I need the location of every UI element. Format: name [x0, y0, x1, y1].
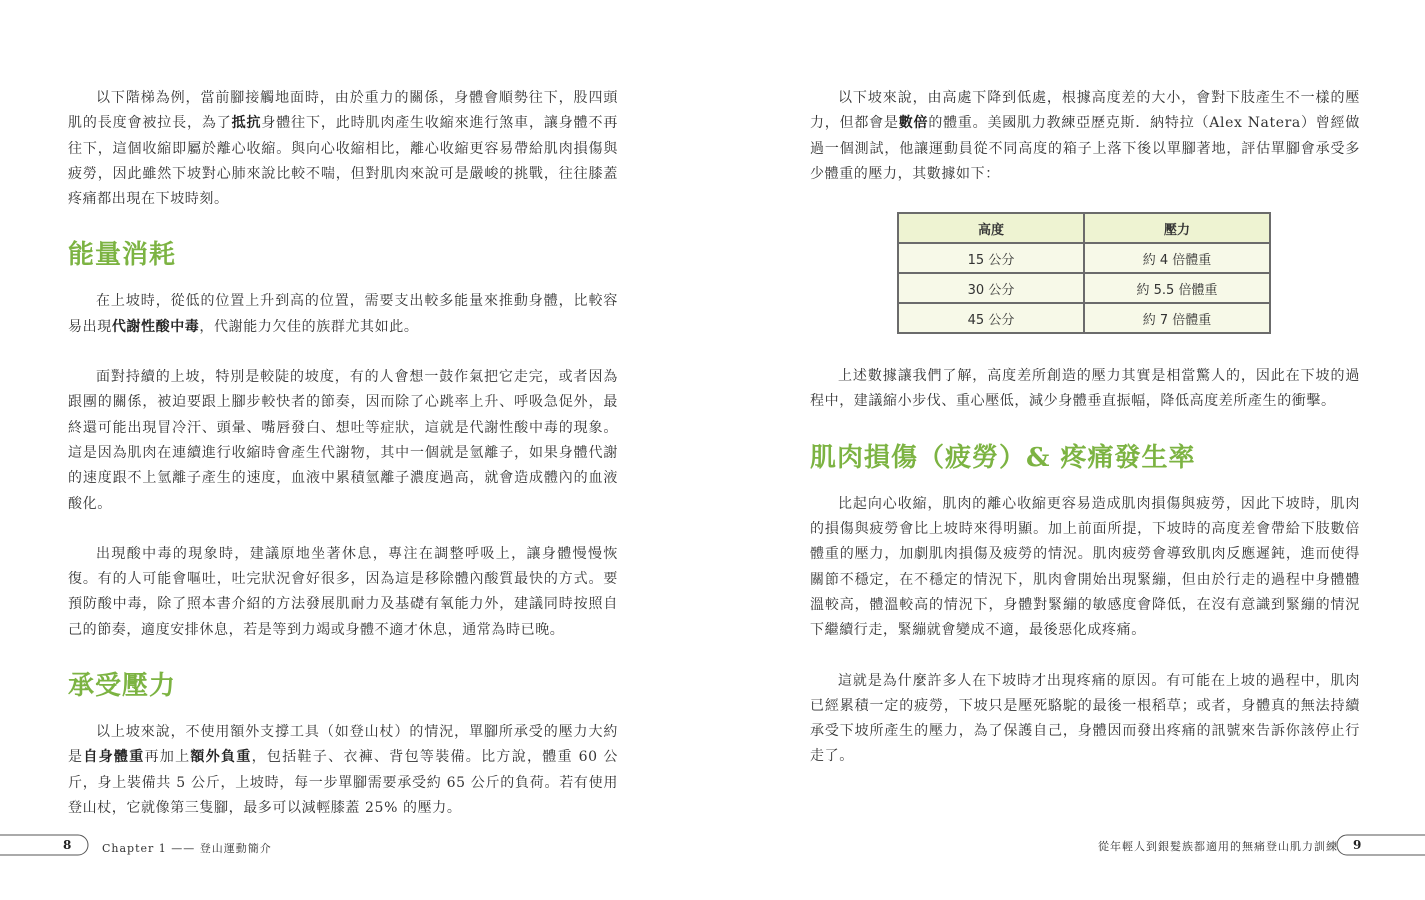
table-cell: 30 公分 — [898, 273, 1084, 303]
bold-term: 抵抗 — [231, 115, 262, 132]
left-page-number-tab — [0, 834, 100, 858]
left-page-number: 8 — [63, 838, 72, 852]
text-run: ，包括鞋子、衣褲、背包等裝備。比方說，體重 60 公斤，身上裝備共 5 公斤，上坡時，每一步單腳需要承受約 65 公斤的負荷。若有使用登山杖，它就像第三隻腳，最多可以減輕膝蓋 25% 的壓力。 — [68, 749, 618, 816]
paragraph — [810, 364, 1360, 415]
text-run: 面對持續的上坡，特別是較陡的坡度，有的人會想一鼓作氣把它走完，或者因為跟團的關係，被迫要跟上腳步較快者的節奏，因而除了心跳率上升、呼吸急促外，最終還可能出現冒冷汗、頭暈、嘴唇發白、想吐等症狀，這就是代謝性酸中毒的現象。這是因為肌肉在連續進行收縮時會產生代謝物，其中一個就是氫離子，如果身體代謝的速度跟不上氫離子產生的速度，血液中累積氫離子濃度過高，就會造成體內的血液酸化。 — [68, 369, 618, 512]
right-intro-paragraphs — [810, 86, 1360, 187]
energy-paragraphs — [68, 289, 618, 643]
text-run: 再加上 — [144, 749, 191, 766]
right-column — [810, 86, 1360, 795]
paragraph — [68, 542, 618, 643]
paragraph — [68, 365, 618, 517]
left-intro-paragraphs — [68, 86, 618, 212]
right-page-number: 9 — [1353, 838, 1362, 852]
text-run: 以下坡來說，由高處下降到低處，根據高度差的大小，會對下肢產生不一樣的壓力，但都會是 — [810, 90, 1360, 132]
paragraph — [68, 86, 618, 212]
muscle-damage-paragraphs — [810, 492, 1360, 770]
heading-energy: 能量消耗 — [68, 240, 177, 271]
right-page-number-tab — [1325, 834, 1425, 858]
heading-pressure: 承受壓力 — [68, 671, 177, 702]
text-run: 比起向心收縮，肌肉的離心收縮更容易造成肌肉損傷與疲勞，因此下坡時，肌肉的損傷與疲勞會比上坡時來得明顯。加上前面所提，下坡時的高度差會帶給下肢數倍體重的壓力，加劇肌肉損傷及疲勞的情況。肌肉疲勞會導致肌肉反應遲鈍，進而使得關節不穩定，在不穩定的情況下，肌肉會開始出現緊繃，但由於行走的過程中身體體溫較高，體溫較高的情況下，身體對緊繃的敏感度會降低，在沒有意識到緊繃的情況下繼續行走，緊繃就會變成不適，最後惡化成疼痛。 — [810, 495, 1360, 639]
text-run: 身體往下，此時肌肉產生收縮來進行煞車，讓身體不再往下，這個收縮即屬於離心收縮。與向心收縮相比，離心收縮更容易帶給肌肉損傷與疲勞，因此雖然下坡對心肺來說比較不喘，但對肌肉來說可是嚴峻的挑戰，往往膝蓋疼痛都出現在下坡時刻。 — [68, 115, 618, 208]
text-run: 出現酸中毒的現象時，建議原地坐著休息，專注在調整呼吸上，讓身體慢慢恢復。有的人可能會嘔吐，吐完狀況會好很多，因為這是移除體內酸質最快的方式。要預防酸中毒，除了照本書介紹的方法發展肌耐力及基礎有氧能力外，建議同時按照自己的節奏，適度安排休息，若是等到力竭或身體不適才休息，通常為時已晚。 — [68, 545, 618, 638]
heading-muscle-damage: 肌肉損傷（疲勞）& 疼痛發生率 — [810, 442, 1196, 473]
table-cell: 15 公分 — [898, 243, 1084, 273]
book-title: 從年輕人到銀髮族都適用的無痛登山肌力訓練 — [1098, 840, 1338, 853]
text-run: 的體重。美國肌力教練亞歷克斯．納特拉（Alex Natera）曾經做過一個測試，他讓運動員從不同高度的箱子上落下後以單腳著地，評估單腳會承受多少體重的壓力，其數據如下： — [810, 115, 1360, 182]
left-column — [68, 86, 618, 846]
chapter-label: Chapter 1 —— 登山運動簡介 — [102, 842, 272, 855]
left-page — [0, 0, 712, 900]
paragraph — [68, 289, 618, 340]
table-row — [898, 303, 1270, 333]
bold-term: 代謝性酸中毒 — [111, 318, 200, 335]
table-conclusion-paragraph — [810, 364, 1360, 415]
paragraph — [810, 669, 1360, 770]
table-cell: 約 7 倍體重 — [1084, 303, 1270, 333]
right-page — [713, 0, 1425, 900]
paragraph — [68, 720, 618, 821]
table-header-row — [898, 213, 1270, 243]
table-row — [898, 243, 1270, 273]
table-header-pressure: 壓力 — [1084, 213, 1270, 243]
table-cell: 約 4 倍體重 — [1084, 243, 1270, 273]
bold-term: 額外負重 — [190, 749, 252, 766]
text-run: 以上坡來說，不使用額外支撐工具（如登山杖）的情況，單腳所承受的壓力大約是 — [68, 724, 618, 766]
bold-term: 自身體重 — [83, 749, 145, 766]
text-run: 上述數據讓我們了解，高度差所創造的壓力其實是相當驚人的，因此在下坡的過程中，建議縮小步伐、重心壓低，減少身體垂直振幅，降低高度差所產生的衝擊。 — [810, 368, 1360, 410]
text-run: ，代謝能力欠佳的族群尤其如此。 — [199, 318, 419, 335]
paragraph — [810, 86, 1360, 187]
pressure-table — [897, 212, 1271, 334]
text-run: 在上坡時，從低的位置上升到高的位置，需要支出較多能量來推動身體，比較容易出現 — [68, 293, 618, 335]
text-run: 以下階梯為例，當前腳接觸地面時，由於重力的關係，身體會順勢往下，股四頭肌的長度會被拉長，為了 — [68, 90, 618, 132]
bold-term: 數倍 — [898, 115, 929, 132]
paragraph — [810, 492, 1360, 644]
table-cell: 45 公分 — [898, 303, 1084, 333]
table-cell: 約 5.5 倍體重 — [1084, 273, 1270, 303]
table-header-height: 高度 — [898, 213, 1084, 243]
table-row — [898, 273, 1270, 303]
text-run: 這就是為什麼許多人在下坡時才出現疼痛的原因。有可能在上坡的過程中，肌肉已經累積一定的疲勞，下坡只是壓死駱駝的最後一根稻草；或者，身體真的無法持續承受下坡所產生的壓力，為了保護自己，身體因而發出疼痛的訊號來告訴你該停止行走了。 — [810, 672, 1360, 765]
pressure-paragraphs — [68, 720, 618, 821]
